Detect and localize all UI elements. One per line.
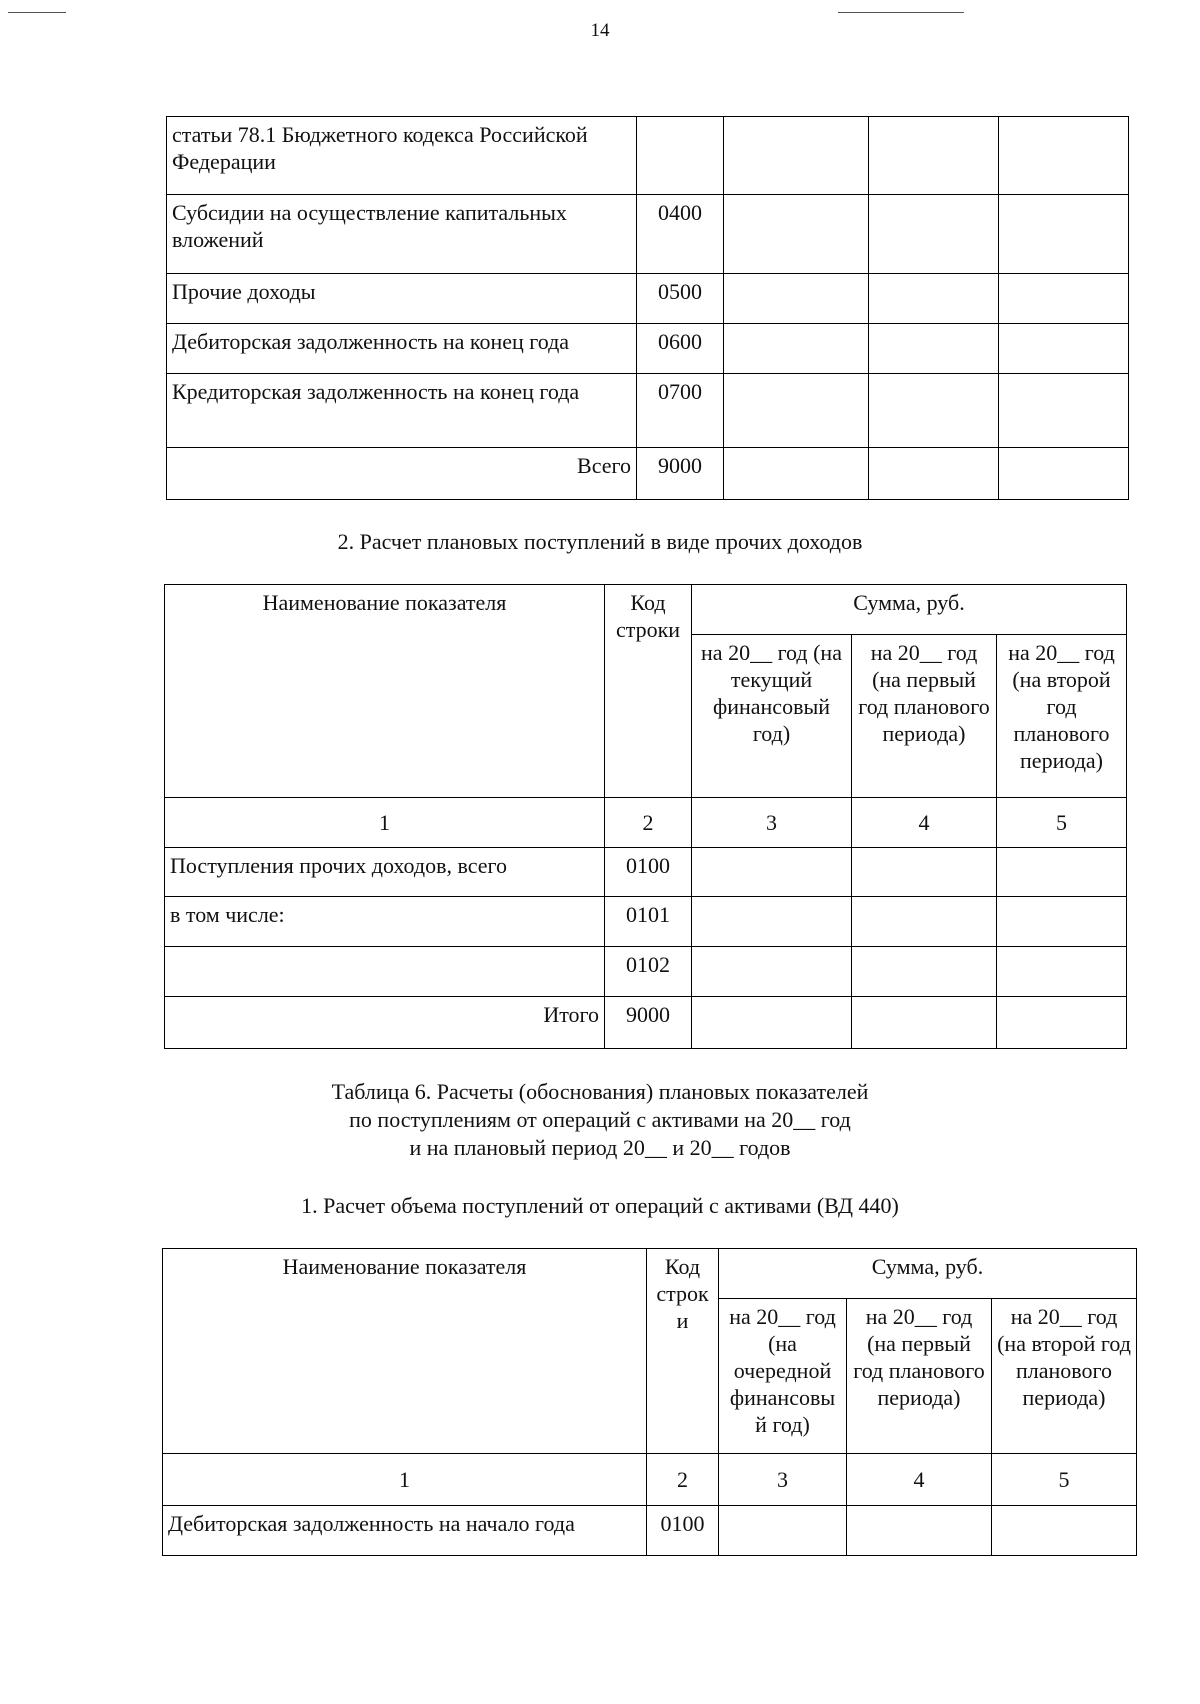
value-cell <box>869 448 999 500</box>
value-cell <box>852 848 997 897</box>
column-number: 2 <box>605 798 692 848</box>
row-name: в том числе: <box>165 897 605 947</box>
value-cell <box>724 117 869 195</box>
row-name: Поступления прочих доходов, всего <box>165 848 605 897</box>
table6-title-line1: Таблица 6. Расчеты (обоснования) плановых показателей <box>331 1079 869 1104</box>
value-cell <box>724 324 869 374</box>
header-col4: на 20__ год (на первый год планового периода) <box>852 635 997 798</box>
header-sum: Сумма, руб. <box>719 1249 1137 1299</box>
total-row <box>167 448 1129 500</box>
column-number: 4 <box>852 798 997 848</box>
header-col3: на 20__ год (на текущий финансовый год) <box>692 635 852 798</box>
value-cell <box>692 947 852 997</box>
value-cell <box>999 448 1129 500</box>
table-row <box>167 274 1129 324</box>
table-row <box>167 117 1129 195</box>
header-row <box>165 585 1127 635</box>
row-code: 0600 <box>637 324 724 374</box>
value-cell <box>999 324 1129 374</box>
income-table-continued <box>166 116 1129 500</box>
column-number: 2 <box>647 1454 719 1506</box>
row-code <box>637 117 724 195</box>
value-cell <box>692 897 852 947</box>
table-row <box>165 897 1127 947</box>
column-number: 1 <box>163 1454 647 1506</box>
row-name: Дебиторская задолженность на начало года <box>163 1506 647 1556</box>
row-code: 0400 <box>637 195 724 274</box>
header-row <box>163 1249 1137 1299</box>
header-col4: на 20__ год (на первый год планового периода) <box>847 1299 992 1454</box>
row-name: Кредиторская задолженность на конец года <box>167 374 637 448</box>
value-cell <box>997 997 1127 1049</box>
header-code: Код строки <box>605 585 692 798</box>
row-code: 0700 <box>637 374 724 448</box>
value-cell <box>869 274 999 324</box>
header-sum: Сумма, руб. <box>692 585 1127 635</box>
value-cell <box>847 1506 992 1556</box>
value-cell <box>724 448 869 500</box>
total-label: Итого <box>165 997 605 1049</box>
value-cell <box>997 897 1127 947</box>
row-code: 0100 <box>605 848 692 897</box>
value-cell <box>997 848 1127 897</box>
page-number: 14 <box>590 20 610 41</box>
column-numbers-row <box>163 1454 1137 1506</box>
value-cell <box>869 117 999 195</box>
table-row <box>167 324 1129 374</box>
value-cell <box>999 117 1129 195</box>
column-number: 1 <box>165 798 605 848</box>
row-name <box>165 947 605 997</box>
total-row <box>165 997 1127 1049</box>
value-cell <box>852 997 997 1049</box>
section2-title: 2. Расчет плановых поступлений в виде прочих доходов <box>337 529 863 554</box>
value-cell <box>724 274 869 324</box>
value-cell <box>869 195 999 274</box>
table-row <box>165 947 1127 997</box>
total-label: Всего <box>167 448 637 500</box>
header-name: Наименование показателя <box>165 585 605 798</box>
table6-title <box>0 1078 1200 1162</box>
table6-title-line2: по поступлениям от операций с активами на 20__ год <box>349 1107 851 1132</box>
value-cell <box>719 1506 847 1556</box>
row-code: 0100 <box>647 1506 719 1556</box>
column-number: 4 <box>847 1454 992 1506</box>
row-name: Субсидии на осуществление капитальных вложений <box>167 195 637 274</box>
row-code: 0101 <box>605 897 692 947</box>
row-code: 0500 <box>637 274 724 324</box>
value-cell <box>999 374 1129 448</box>
column-number: 3 <box>719 1454 847 1506</box>
column-number: 5 <box>992 1454 1137 1506</box>
value-cell <box>999 195 1129 274</box>
value-cell <box>869 374 999 448</box>
value-cell <box>724 195 869 274</box>
header-col5: на 20__ год (на второй год планового периода) <box>992 1299 1137 1454</box>
table6-title-line3: и на плановый период 20__ и 20__ годов <box>409 1135 791 1160</box>
other-income-table <box>164 584 1127 1049</box>
column-numbers-row <box>165 798 1127 848</box>
section1-title: 1. Расчет объема поступлений от операций с активами (ВД 440) <box>301 1193 899 1218</box>
row-code: 0102 <box>605 947 692 997</box>
asset-operations-table <box>162 1248 1137 1556</box>
value-cell <box>992 1506 1137 1556</box>
header-name: Наименование показателя <box>163 1249 647 1454</box>
total-code: 9000 <box>637 448 724 500</box>
table-row <box>167 195 1129 274</box>
row-name: Дебиторская задолженность на конец года <box>167 324 637 374</box>
column-number: 5 <box>997 798 1127 848</box>
value-cell <box>852 897 997 947</box>
header-col5: на 20__ год (на второй год планового периода) <box>997 635 1127 798</box>
row-name: Прочие доходы <box>167 274 637 324</box>
column-number: 3 <box>692 798 852 848</box>
value-cell <box>692 848 852 897</box>
value-cell <box>692 997 852 1049</box>
top-rule-left <box>8 12 66 13</box>
row-name: статьи 78.1 Бюджетного кодекса Российской Федерации <box>167 117 637 195</box>
table-row <box>165 848 1127 897</box>
top-rule-right <box>838 12 964 13</box>
value-cell <box>999 274 1129 324</box>
header-col3: на 20__ год (на очередной финансовы й год) <box>719 1299 847 1454</box>
value-cell <box>724 374 869 448</box>
total-code: 9000 <box>605 997 692 1049</box>
table-row <box>163 1506 1137 1556</box>
table-row <box>167 374 1129 448</box>
value-cell <box>997 947 1127 997</box>
value-cell <box>869 324 999 374</box>
value-cell <box>852 947 997 997</box>
header-code: Код строк и <box>647 1249 719 1454</box>
